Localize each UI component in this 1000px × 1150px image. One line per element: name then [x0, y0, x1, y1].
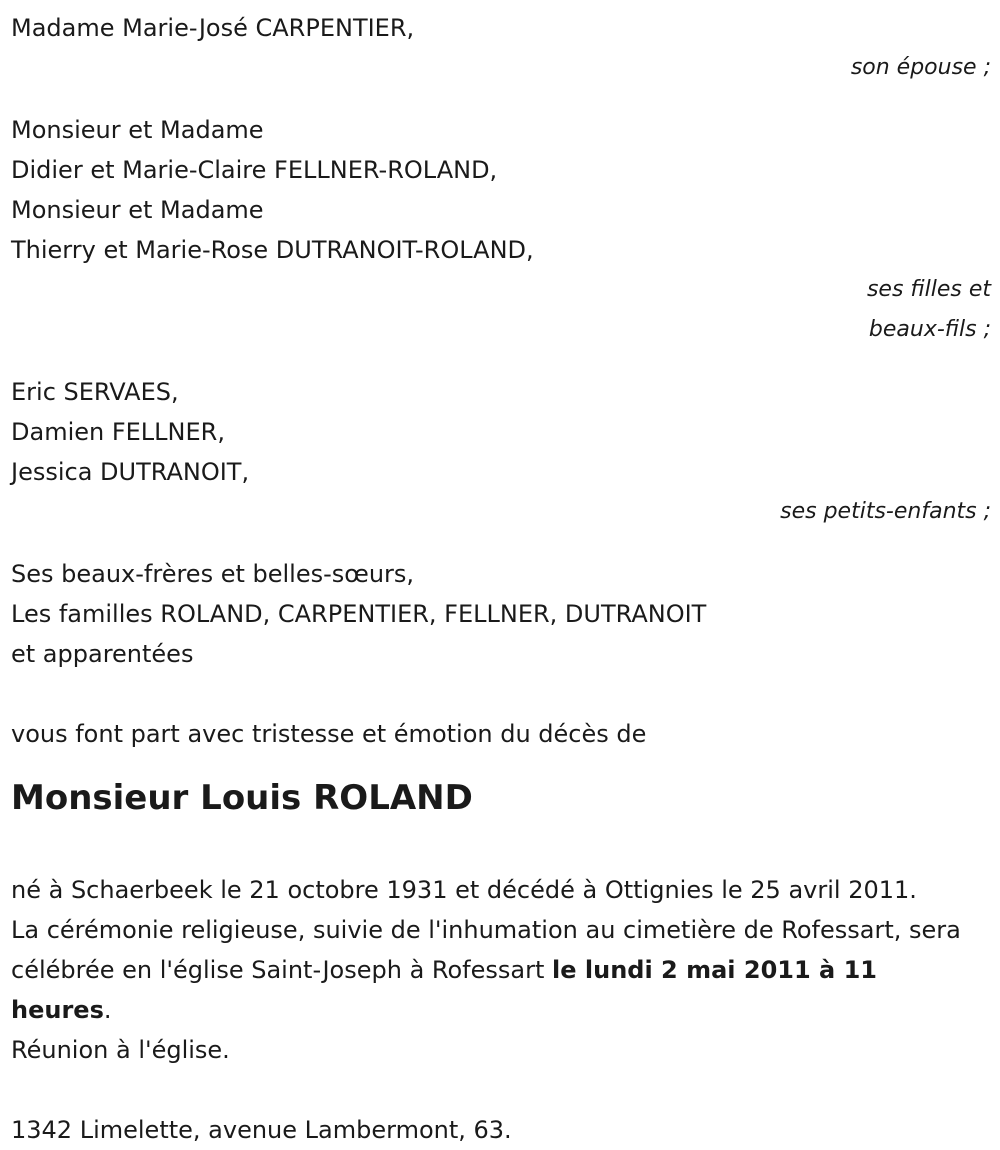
daughters-role: beaux-fils ;: [868, 317, 991, 342]
family-line: Les familles ROLAND, CARPENTIER, FELLNER, DUTRANOIT: [11, 600, 707, 628]
grandchild-line: Eric SERVAES,: [11, 378, 179, 406]
daughters-role: ses filles et: [866, 277, 991, 302]
grandchildren-role: ses petits-enfants ;: [780, 499, 991, 524]
gathering-text: Réunion à l'église.: [11, 1036, 230, 1064]
spouse-role: son épouse ;: [850, 55, 991, 80]
address-text: 1342 Limelette, avenue Lambermont, 63.: [11, 1116, 512, 1144]
announcement-text: vous font part avec tristesse et émotion du décès de: [11, 720, 647, 748]
spouse-name: Madame Marie-José CARPENTIER,: [11, 14, 415, 42]
family-line: Ses beaux-frères et belles-sœurs,: [11, 560, 415, 588]
family-line: et apparentées: [11, 640, 194, 668]
grandchild-line: Damien FELLNER,: [11, 418, 225, 446]
ceremony-paragraph: [11, 910, 971, 1030]
ceremony-text: La cérémonie religieuse, suivie de l'inhumation au cimetière de Rofessart, sera célébrée en l'église Saint-Joseph à Rofessart: [11, 916, 961, 984]
birth-death-text: né à Schaerbeek le 21 octobre 1931 et décédé à Ottignies le 25 avril 2011.: [11, 876, 917, 904]
obituary-notice: [11, 8, 991, 1150]
daughter-couple-line: Monsieur et Madame: [11, 196, 264, 224]
daughter-couple-line: Monsieur et Madame: [11, 116, 264, 144]
ceremony-end: .: [103, 996, 112, 1024]
daughter-couple-line: Didier et Marie-Claire FELLNER-ROLAND,: [11, 156, 498, 184]
deceased-name: Monsieur Louis ROLAND: [11, 778, 473, 818]
grandchild-line: Jessica DUTRANOIT,: [11, 458, 250, 486]
daughter-couple-line: Thierry et Marie-Rose DUTRANOIT-ROLAND,: [11, 236, 534, 264]
ceremony-datetime: le lundi 2 mai 2011 à 11 heures: [11, 956, 877, 1024]
